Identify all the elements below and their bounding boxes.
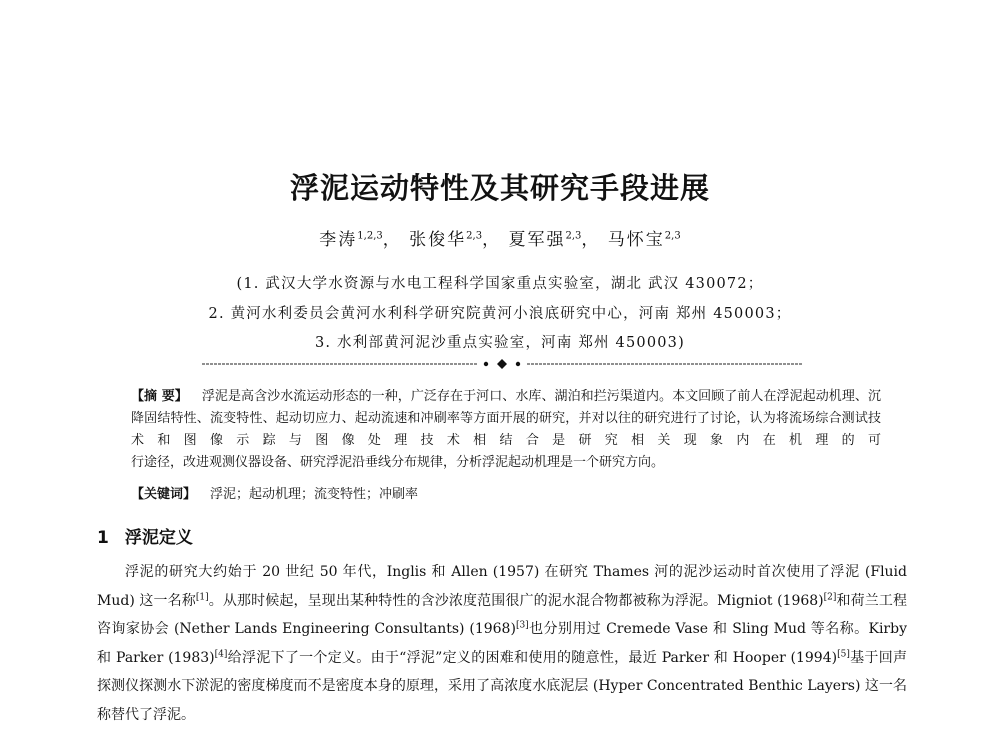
paragraph bbox=[97, 558, 907, 729]
sentence: 也分别用过 Cremede Vase 和 Sling Mud 等名称。Kirby 和 Parker (1983) bbox=[97, 621, 907, 666]
citation-ref: [3] bbox=[515, 620, 529, 631]
section-title: 浮泥定义 bbox=[124, 528, 193, 548]
abstract-label: 【摘 要】 bbox=[131, 389, 188, 404]
body-text bbox=[97, 558, 907, 729]
author-name: 李涛 bbox=[319, 230, 358, 250]
sentence: 和荷兰工程咨询家协会 (Nether Lands Engineering Consultants) (1968) bbox=[97, 592, 908, 637]
citation-ref: [1] bbox=[195, 591, 209, 602]
affiliation-line: 2. 黄河水利委员会黄河水利科学研究院黄河小浪底研究中心，河南 郑州 450003； bbox=[208, 306, 792, 322]
section-number: 1 bbox=[97, 528, 109, 548]
keywords-text: 浮泥；起动机理；流变特性；冲刷率 bbox=[210, 487, 419, 502]
author-list bbox=[0, 225, 1000, 250]
author-affiliation-mark: 2,3 bbox=[664, 230, 681, 242]
author-separator: ， bbox=[581, 230, 601, 250]
abstract-text: 浮泥是高含沙水流运动形态的一种，广泛存在于河口、水库、湖泊和拦污渠道内。本文回顾了前人在浮泥起动机理、沉降固结特性、流变特性、起动切应力、起动流速和冲刷率等方面开展的研究，并对以往的研究进行了讨论，认为将流场综合测试技术和图像示踪与图像处理技术相结合是研究相关现象内在机理的可 bbox=[131, 389, 881, 448]
author-separator: ， bbox=[382, 230, 402, 250]
citation-ref: [5] bbox=[837, 648, 850, 659]
abstract-main bbox=[131, 386, 881, 452]
author-affiliation-mark: 2,3 bbox=[466, 230, 483, 242]
citation-ref: [2] bbox=[823, 591, 837, 602]
author-name: 夏军强 bbox=[508, 230, 566, 250]
affiliation-line: 3. 水利部黄河泥沙重点实验室，河南 郑州 450003) bbox=[315, 335, 685, 351]
sentence: 。从那时候起，呈现出某种特性的含沙浓度范围很广的泥水混合物都被称为浮泥。Migniot (1968) bbox=[208, 592, 824, 609]
author-name: 张俊华 bbox=[409, 230, 467, 250]
section-heading bbox=[97, 523, 193, 548]
sentence: 给浮泥下了一个定义。由于“浮泥”定义的困难和使用的随意性，最近 Parker 和 Hooper (1994) bbox=[227, 649, 838, 666]
paper-title: 浮泥运动特性及其研究手段进展 bbox=[289, 171, 710, 205]
citation-ref: [4] bbox=[214, 648, 228, 659]
keywords-label: 【关键词】 bbox=[131, 487, 197, 502]
author-separator: ， bbox=[482, 230, 502, 250]
ornamental-divider bbox=[202, 358, 802, 370]
author-affiliation-mark: 2,3 bbox=[565, 230, 582, 242]
author-name: 马怀宝 bbox=[607, 230, 665, 250]
sentence: 浮泥的研究大约始于 20 世纪 50 年代，Inglis 和 Allen (1957) 在研究 Thames 河的泥沙运动时首次使用了浮泥 (Fluid Mud) 这一名称 bbox=[97, 564, 907, 609]
keywords bbox=[131, 484, 881, 506]
sentence: 基于回声探测仪探测水下淤泥的密度梯度而不是密度本身的原理，采用了高浓度水底泥层 (Hyper Concentrated Benthic Layers) 这一名称替代了浮泥。 bbox=[97, 649, 908, 723]
author-affiliation-mark: 1,2,3 bbox=[357, 230, 383, 242]
affiliation-line: (1. 武汉大学水资源与水电工程科学国家重点实验室，湖北 武汉 430072； bbox=[236, 276, 764, 292]
abstract-last-line: 行途径，改进观测仪器设备、研究浮泥沿垂线分布规律，分析浮泥起动机理是一个研究方向。 bbox=[131, 455, 665, 470]
abstract bbox=[131, 386, 881, 474]
